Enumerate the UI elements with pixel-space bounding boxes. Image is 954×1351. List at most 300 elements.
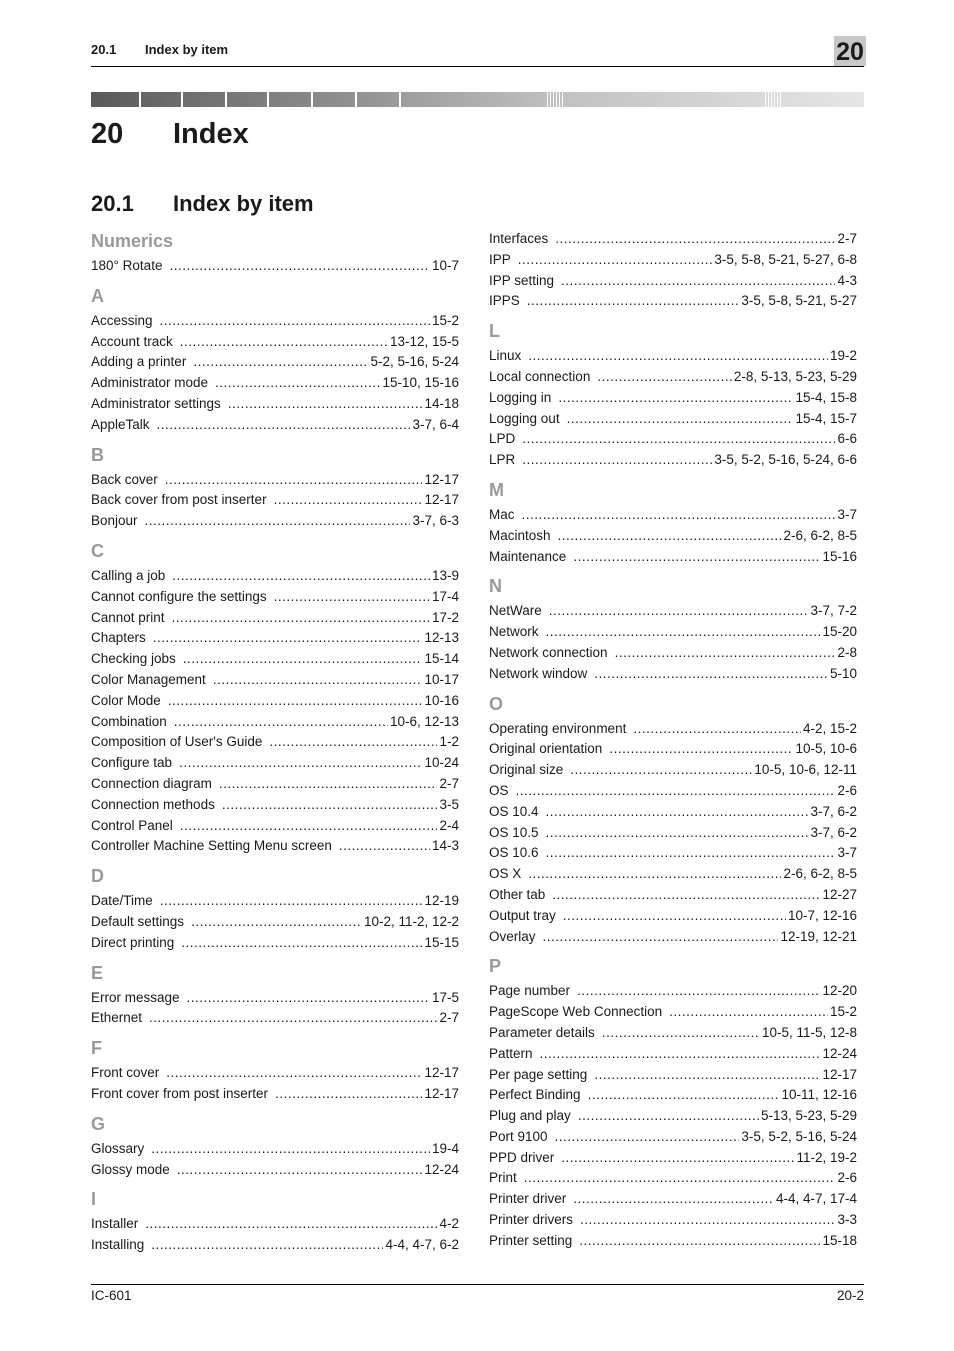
- index-entry: [489, 781, 857, 802]
- index-term: OS 10.6: [489, 845, 539, 861]
- index-entry: [489, 906, 857, 927]
- index-term: Back cover: [91, 471, 158, 487]
- index-entry: [91, 774, 459, 795]
- index-term: Network connection: [489, 644, 608, 660]
- index-entry: [91, 1084, 459, 1105]
- leader-dots: [193, 352, 368, 372]
- index-letter-heading: F: [91, 1038, 102, 1059]
- index-pages: 12-17: [822, 1066, 857, 1082]
- leader-dots: [580, 1210, 835, 1230]
- index-pages: 12-27: [822, 886, 857, 902]
- index-entry: [91, 256, 459, 277]
- header-chapter-badge: 20: [834, 36, 866, 66]
- leader-dots: [524, 1168, 836, 1188]
- leader-dots: [187, 988, 430, 1008]
- leader-dots: [558, 526, 782, 546]
- group-spacer: [489, 312, 857, 319]
- leader-dots: [561, 271, 835, 291]
- index-entry: [489, 1085, 857, 1106]
- index-column-left: [91, 229, 459, 1263]
- index-entry: [489, 271, 857, 292]
- leader-dots: [552, 885, 820, 905]
- leader-dots: [573, 1189, 774, 1209]
- leader-dots: [149, 1008, 437, 1028]
- section-title: [91, 191, 314, 217]
- index-pages: 10-5, 10-6: [795, 741, 857, 757]
- leader-dots: [151, 1235, 383, 1255]
- index-term: Ethernet: [91, 1010, 143, 1026]
- leader-dots: [181, 933, 422, 953]
- leader-dots: [339, 836, 430, 856]
- index-letter-heading: E: [91, 962, 104, 983]
- index-entry: [489, 429, 857, 450]
- leader-dots: [168, 691, 423, 711]
- index-term: Pattern: [489, 1045, 533, 1061]
- index-entry: [91, 691, 459, 712]
- leader-dots: [179, 753, 422, 773]
- leader-dots: [546, 802, 809, 822]
- chapter-title: [91, 118, 249, 151]
- leader-dots: [527, 291, 740, 311]
- index-letter-heading: I: [91, 1189, 97, 1210]
- leader-dots: [222, 795, 438, 815]
- index-entry: [489, 622, 857, 643]
- index-term: Logging in: [489, 389, 552, 405]
- index-term: Bonjour: [91, 513, 138, 529]
- index-entry: [91, 912, 459, 933]
- group-spacer: [91, 1180, 459, 1187]
- index-term: PageScope Web Connection: [489, 1004, 663, 1020]
- index-term: Accessing: [91, 312, 153, 328]
- index-term: Printer driver: [489, 1191, 567, 1207]
- leader-dots: [172, 566, 430, 586]
- index-pages: 10-2, 11-2, 12-2: [363, 913, 459, 929]
- index-term: Parameter details: [489, 1024, 595, 1040]
- index-entry: [489, 981, 857, 1002]
- index-term: IPPS: [489, 293, 520, 309]
- index-pages: 12-17: [424, 1085, 459, 1101]
- leader-dots: [563, 906, 786, 926]
- index-pages: 6-6: [837, 431, 857, 447]
- index-pages: 10-17: [424, 671, 459, 687]
- index-entry: [489, 823, 857, 844]
- index-term: Print: [489, 1170, 517, 1186]
- index-entry: [489, 291, 857, 312]
- index-pages: 12-20: [822, 983, 857, 999]
- footer-model: IC-601: [91, 1288, 132, 1303]
- index-entry: [489, 719, 857, 740]
- leader-dots: [577, 981, 820, 1001]
- index-term: Overlay: [489, 928, 536, 944]
- index-term: Color Management: [91, 671, 206, 687]
- index-pages: 15-4, 15-7: [795, 410, 857, 426]
- chapter-title-text: Index: [173, 118, 249, 150]
- leader-dots: [615, 643, 836, 663]
- index-term: Direct printing: [91, 934, 175, 950]
- index-entry: [91, 1008, 459, 1029]
- index-term: Network window: [489, 665, 588, 681]
- index-term: Adding a printer: [91, 354, 187, 370]
- index-term: OS X: [489, 866, 522, 882]
- index-entry: [91, 712, 459, 733]
- index-entry: [91, 753, 459, 774]
- index-letter-heading: M: [489, 479, 504, 500]
- index-pages: 10-24: [424, 755, 459, 771]
- index-entry: [489, 1106, 857, 1127]
- leader-dots: [558, 388, 793, 408]
- leader-dots: [669, 1002, 828, 1022]
- index-term: Linux: [489, 348, 522, 364]
- index-pages: 10-5, 11-5, 12-8: [761, 1024, 857, 1040]
- leader-dots: [275, 1084, 422, 1104]
- leader-dots: [522, 450, 712, 470]
- index-entry: [91, 608, 459, 629]
- leader-dots: [153, 628, 423, 648]
- index-pages: 4-4, 4-7, 17-4: [775, 1191, 857, 1207]
- index-entry: [91, 816, 459, 837]
- index-pages: 10-7: [431, 258, 459, 273]
- index-pages: 11-2, 19-2: [796, 1149, 857, 1165]
- index-entry: [91, 394, 459, 415]
- index-entry: [489, 927, 857, 948]
- footer-page-number: 20-2: [836, 1288, 864, 1303]
- index-term: Connection methods: [91, 796, 215, 812]
- index-entry: [489, 526, 857, 547]
- index-term: Mac: [489, 506, 515, 522]
- index-term: Network: [489, 624, 539, 640]
- leader-dots: [160, 311, 430, 331]
- index-term: Control Panel: [91, 817, 173, 833]
- index-entry: [91, 732, 459, 753]
- leader-dots: [191, 912, 362, 932]
- index-pages: 15-18: [822, 1232, 857, 1248]
- index-column-right: [489, 229, 857, 1259]
- header-section-number: 20.1: [91, 42, 117, 57]
- index-pages: 2-6, 6-2, 8-5: [783, 527, 857, 543]
- index-letter-heading: B: [91, 444, 104, 465]
- leader-dots: [609, 739, 793, 759]
- index-term: Macintosh: [489, 527, 551, 543]
- index-entry: [489, 409, 857, 430]
- index-term: Plug and play: [489, 1108, 571, 1124]
- index-term: Error message: [91, 989, 180, 1005]
- leader-dots: [228, 394, 423, 414]
- leader-dots: [166, 1063, 422, 1083]
- leader-dots: [160, 891, 423, 911]
- index-term: Default settings: [91, 913, 185, 929]
- index-pages: 10-7, 12-16: [787, 907, 857, 923]
- leader-dots: [169, 256, 430, 276]
- index-pages: 19-2: [829, 348, 857, 364]
- leader-dots: [274, 587, 430, 607]
- leader-dots: [157, 415, 411, 435]
- index-pages: 5-13, 5-23, 5-29: [760, 1108, 857, 1124]
- leader-dots: [588, 1085, 780, 1105]
- leader-dots: [570, 760, 752, 780]
- index-term: Installer: [91, 1216, 139, 1232]
- leader-dots: [180, 816, 438, 836]
- index-letter-heading: P: [489, 956, 502, 977]
- index-pages: 12-17: [424, 492, 459, 508]
- index-pages: 3-7, 6-4: [412, 416, 459, 432]
- chapter-number: 20: [91, 118, 124, 150]
- index-term: PPD driver: [489, 1149, 555, 1165]
- index-entry: [489, 367, 857, 388]
- index-pages: 17-2: [431, 609, 459, 625]
- index-entry: [91, 470, 459, 491]
- index-term: Front cover from post inserter: [91, 1085, 269, 1101]
- index-letter-heading: O: [489, 693, 504, 714]
- index-term: Glossy mode: [91, 1161, 170, 1177]
- index-pages: 12-19, 12-21: [780, 928, 857, 944]
- index-letter-heading: N: [489, 576, 502, 597]
- group-spacer: [489, 947, 857, 954]
- index-term: Back cover from post inserter: [91, 492, 267, 508]
- decorative-band: [91, 92, 864, 107]
- index-term: Perfect Binding: [489, 1087, 581, 1103]
- index-pages: 4-2, 15-2: [802, 720, 857, 736]
- index-letter-heading: L: [489, 321, 500, 342]
- index-entry: [91, 988, 459, 1009]
- index-term: 180° Rotate: [91, 258, 163, 273]
- leader-dots: [145, 511, 411, 531]
- index-term: Calling a job: [91, 567, 166, 583]
- leader-dots: [528, 346, 828, 366]
- index-term: Controller Machine Setting Menu screen: [91, 838, 332, 854]
- index-pages: 12-13: [424, 630, 459, 646]
- index-entry: [91, 352, 459, 373]
- index-entry: [91, 373, 459, 394]
- section-title-text: Index by item: [173, 191, 314, 216]
- index-pages: 13-12, 15-5: [389, 333, 459, 349]
- index-pages: 4-4, 4-7, 6-2: [385, 1237, 459, 1253]
- index-pages: 2-7: [837, 231, 857, 246]
- index-entry: [489, 885, 857, 906]
- index-term: Original orientation: [489, 741, 603, 757]
- index-term: Logging out: [489, 410, 560, 426]
- section-number: 20.1: [91, 191, 134, 216]
- leader-dots: [269, 732, 437, 752]
- index-pages: 14-18: [424, 395, 459, 411]
- index-term: Printer setting: [489, 1232, 573, 1248]
- index-pages: 12-24: [822, 1045, 857, 1061]
- leader-dots: [602, 1023, 760, 1043]
- index-pages: 1-2: [439, 734, 459, 750]
- leader-dots: [183, 649, 423, 669]
- index-pages: 4-2: [439, 1216, 459, 1232]
- index-pages: 17-5: [431, 989, 459, 1005]
- leader-dots: [219, 774, 438, 794]
- leader-dots: [546, 823, 809, 843]
- group-spacer: [91, 1105, 459, 1112]
- index-term: NetWare: [489, 603, 542, 619]
- index-pages: 3-7: [837, 845, 857, 861]
- index-entry: [489, 601, 857, 622]
- index-pages: 5-10: [829, 665, 857, 681]
- index-pages: 3-3: [837, 1212, 857, 1228]
- index-term: OS 10.5: [489, 824, 539, 840]
- leader-dots: [518, 250, 713, 270]
- leader-dots: [522, 505, 836, 525]
- index-entry: [489, 1127, 857, 1148]
- index-pages: 2-8: [837, 644, 857, 660]
- index-term: Connection diagram: [91, 775, 212, 791]
- index-pages: 10-11, 12-16: [781, 1087, 857, 1103]
- index-term: AppleTalk: [91, 416, 150, 432]
- leader-dots: [213, 670, 423, 690]
- index-entry: [91, 490, 459, 511]
- footer-rule: [91, 1284, 864, 1285]
- index-term: Printer drivers: [489, 1212, 574, 1228]
- index-term: Cannot print: [91, 609, 165, 625]
- index-entry: [489, 346, 857, 367]
- index-entry: [91, 628, 459, 649]
- index-pages: 3-5, 5-2, 5-16, 5-24, 6-6: [714, 452, 857, 468]
- leader-dots: [546, 843, 836, 863]
- index-entry: [91, 566, 459, 587]
- index-entry: [91, 311, 459, 332]
- index-entry: [91, 511, 459, 532]
- group-spacer: [91, 277, 459, 284]
- index-entry: [91, 795, 459, 816]
- index-pages: 2-8, 5-13, 5-23, 5-29: [733, 368, 857, 384]
- group-spacer: [91, 857, 459, 864]
- leader-dots: [177, 1160, 423, 1180]
- index-letter-heading: C: [91, 540, 104, 561]
- index-pages: 2-7: [439, 1010, 459, 1026]
- header-section-title: Index by item: [145, 42, 229, 57]
- index-pages: 2-6: [837, 782, 857, 798]
- index-entry: [91, 1235, 459, 1256]
- index-entry: [489, 1231, 857, 1252]
- index-pages: 15-20: [822, 624, 857, 640]
- index-pages: 10-5, 10-6, 12-11: [754, 762, 857, 778]
- index-pages: 2-4: [439, 817, 459, 833]
- index-term: Original size: [489, 762, 564, 778]
- leader-dots: [172, 608, 430, 628]
- index-pages: 5-2, 5-16, 5-24: [370, 354, 459, 370]
- index-term: Port 9100: [489, 1128, 548, 1144]
- index-pages: 3-7, 7-2: [810, 603, 857, 619]
- index-entry: [489, 388, 857, 409]
- index-term: Output tray: [489, 907, 556, 923]
- index-letter-heading: A: [91, 285, 104, 306]
- leader-dots: [145, 1214, 437, 1234]
- leader-dots: [546, 622, 821, 642]
- index-pages: 2-6, 6-2, 8-5: [783, 866, 857, 882]
- index-pages: 10-16: [424, 692, 459, 708]
- leader-dots: [578, 1106, 759, 1126]
- leader-dots: [174, 712, 388, 732]
- index-pages: 15-2: [431, 312, 459, 328]
- leader-dots: [597, 367, 732, 387]
- index-term: LPR: [489, 452, 516, 468]
- index-term: Per page setting: [489, 1066, 588, 1082]
- index-term: Page number: [489, 983, 571, 999]
- index-entry: [489, 1023, 857, 1044]
- index-term: IPP setting: [489, 272, 555, 288]
- index-term: Checking jobs: [91, 651, 176, 667]
- index-entry: [489, 450, 857, 471]
- index-entry: [489, 1044, 857, 1065]
- leader-dots: [543, 927, 779, 947]
- leader-dots: [594, 664, 828, 684]
- index-pages: 3-5, 5-8, 5-21, 5-27, 6-8: [714, 251, 857, 267]
- index-entry: [91, 1139, 459, 1160]
- index-entry: [489, 843, 857, 864]
- index-entry: [91, 332, 459, 353]
- group-spacer: [489, 685, 857, 692]
- leader-dots: [516, 781, 836, 801]
- index-entry: [91, 587, 459, 608]
- index-pages: 15-16: [822, 548, 857, 564]
- index-entry: [489, 1189, 857, 1210]
- index-term: Configure tab: [91, 755, 173, 771]
- index-pages: 17-4: [431, 588, 459, 604]
- index-entry: [91, 891, 459, 912]
- index-letter-heading: D: [91, 866, 104, 887]
- index-pages: 15-10, 15-16: [382, 375, 459, 391]
- index-pages: 10-6, 12-13: [389, 713, 459, 729]
- index-entry: [91, 933, 459, 954]
- index-term: Installing: [91, 1237, 145, 1253]
- index-entry: [489, 1002, 857, 1023]
- index-entry: [489, 802, 857, 823]
- index-term: IPP: [489, 251, 511, 267]
- index-entry: [489, 760, 857, 781]
- leader-dots: [549, 601, 809, 621]
- index-entry: [489, 1148, 857, 1169]
- index-term: OS: [489, 782, 509, 798]
- index-pages: 3-7: [837, 506, 857, 522]
- leader-dots: [573, 547, 820, 567]
- index-entry: [489, 1065, 857, 1086]
- index-term: Operating environment: [489, 720, 627, 736]
- leader-dots: [561, 1148, 794, 1168]
- index-pages: 12-17: [424, 1065, 459, 1081]
- index-term: OS 10.4: [489, 803, 539, 819]
- group-spacer: [489, 1252, 857, 1259]
- leader-dots: [215, 373, 380, 393]
- index-pages: 19-4: [431, 1140, 459, 1156]
- leader-dots: [165, 470, 423, 490]
- index-term: Other tab: [489, 886, 546, 902]
- group-spacer: [489, 567, 857, 574]
- index-entry: [489, 505, 857, 526]
- index-entry: [91, 649, 459, 670]
- index-term: Administrator settings: [91, 395, 221, 411]
- index-term: Composition of User's Guide: [91, 734, 263, 750]
- index-entry: [489, 250, 857, 271]
- index-term: Interfaces: [489, 231, 549, 246]
- index-entry: [91, 1160, 459, 1181]
- index-entry: [91, 836, 459, 857]
- leader-dots: [567, 409, 794, 429]
- index-pages: 13-9: [431, 567, 459, 583]
- index-term: Local connection: [489, 368, 591, 384]
- index-term: Account track: [91, 333, 173, 349]
- index-entry: [489, 1168, 857, 1189]
- index-pages: 4-3: [837, 272, 857, 288]
- leader-dots: [528, 864, 781, 884]
- header-section: [91, 42, 228, 57]
- index-pages: 3-5, 5-8, 5-21, 5-27: [741, 293, 857, 309]
- index-term: Front cover: [91, 1065, 160, 1081]
- index-entry: [91, 1063, 459, 1084]
- group-spacer: [91, 532, 459, 539]
- index-pages: 3-7, 6-3: [412, 513, 459, 529]
- group-spacer: [91, 1256, 459, 1263]
